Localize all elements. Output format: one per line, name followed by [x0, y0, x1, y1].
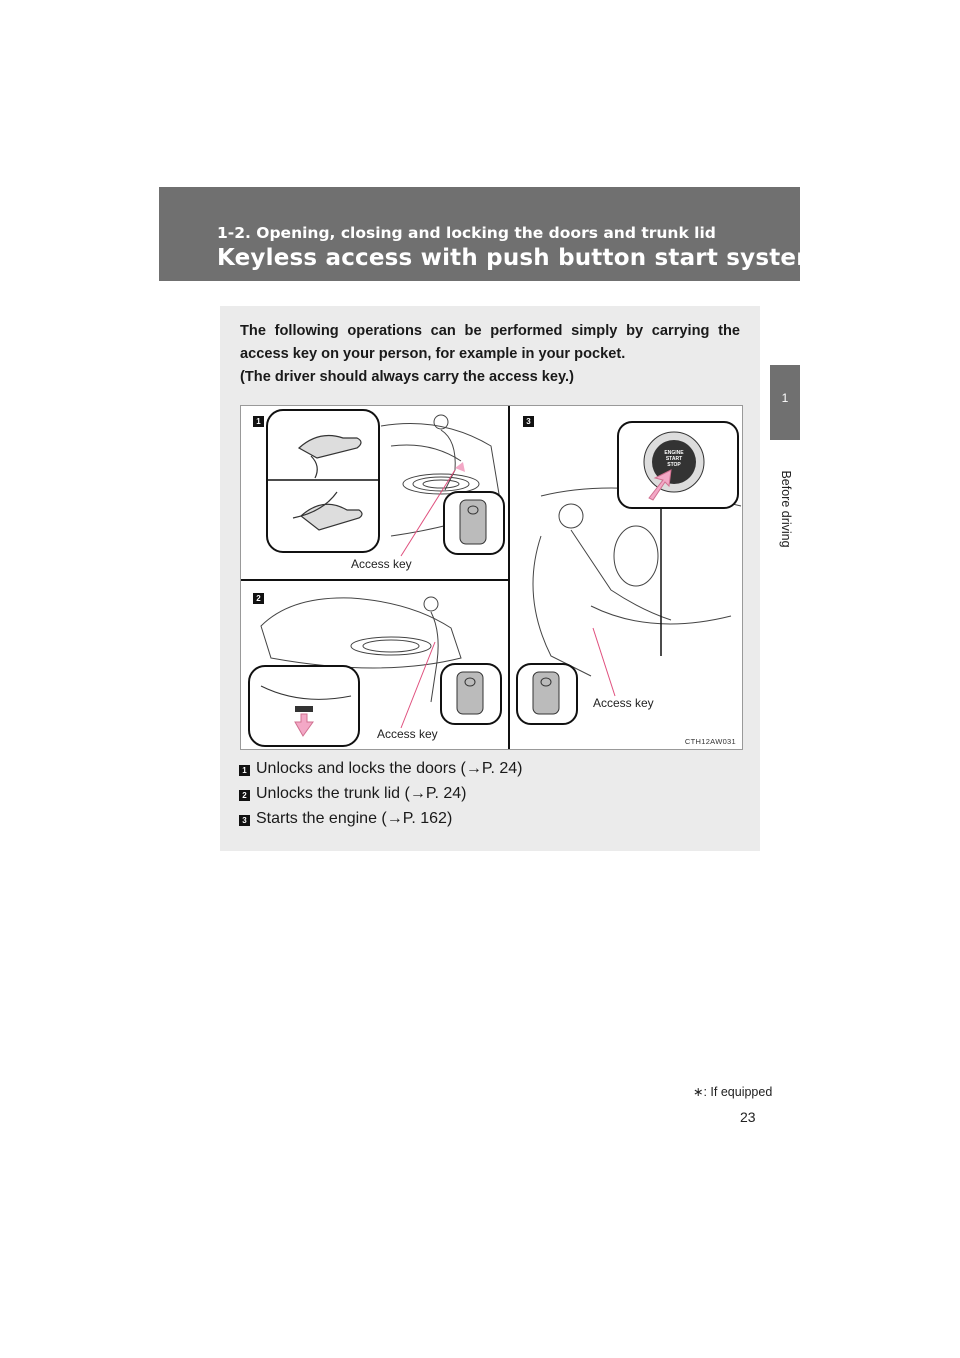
- access-key-label-3: Access key: [593, 696, 654, 710]
- chapter-tab-divider: [770, 439, 800, 440]
- engine-word: ENGINE: [664, 450, 684, 456]
- list-item: [239, 810, 739, 834]
- access-key-inset-2: [441, 664, 501, 724]
- title-asterisk: ∗: [822, 245, 834, 260]
- header-band: [159, 187, 834, 281]
- access-key-label-2: Access key: [377, 727, 438, 741]
- chapter-tab[interactable]: [770, 365, 800, 439]
- list-item: [239, 785, 739, 809]
- page-title-text: Keyless access with push button start system: [217, 245, 821, 271]
- item-badge: 3: [239, 815, 250, 826]
- footnote: ∗: If equipped: [693, 1085, 773, 1099]
- arrow-1: [455, 462, 465, 472]
- item-badge: 2: [239, 790, 250, 801]
- operation-list: [239, 760, 739, 835]
- intro-line-2: (The driver should always carry the access key.): [240, 369, 574, 385]
- chapter-label: [776, 462, 794, 562]
- figure-code: CTH12AW031: [684, 737, 736, 746]
- driver-interior-sketch: [533, 488, 741, 676]
- item-text[interactable]: Unlocks the trunk lid (→P. 24): [256, 785, 467, 802]
- panel-badge-1: 1: [253, 416, 264, 427]
- intro-line-1: The following operations can be performed simply by carrying the access key on your person, for example in your pocket.: [240, 323, 740, 362]
- engine-start-stop-text: [659, 450, 689, 468]
- page-title: [217, 245, 833, 271]
- chapter-number: 1: [781, 391, 789, 405]
- start-word: START: [665, 456, 683, 462]
- chapter-label-text: Before driving: [779, 470, 793, 548]
- leader-line-2: [401, 642, 435, 728]
- list-item: [239, 760, 739, 784]
- trunk-opener-inset: [249, 666, 359, 746]
- page-number: 23: [740, 1109, 756, 1125]
- access-key-label-1: Access key: [351, 557, 412, 571]
- panel-badge-2: 2: [253, 593, 264, 604]
- panel-badge-3: 3: [523, 416, 534, 427]
- stop-word: STOP: [667, 462, 681, 468]
- item-text[interactable]: Starts the engine (→P. 162): [256, 810, 453, 827]
- access-key-inset-1: [444, 492, 504, 554]
- item-text[interactable]: Unlocks and locks the doors (→P. 24): [256, 760, 523, 777]
- item-badge: 1: [239, 765, 250, 776]
- access-key-inset-3: [517, 664, 577, 724]
- leader-line-3: [593, 628, 615, 696]
- intro-text: [240, 320, 740, 389]
- door-handle-inset: [267, 410, 379, 552]
- content-box: [220, 306, 760, 851]
- section-heading: 1-2. Opening, closing and locking the doors and trunk lid: [217, 224, 716, 242]
- illustration-figure: [240, 405, 743, 750]
